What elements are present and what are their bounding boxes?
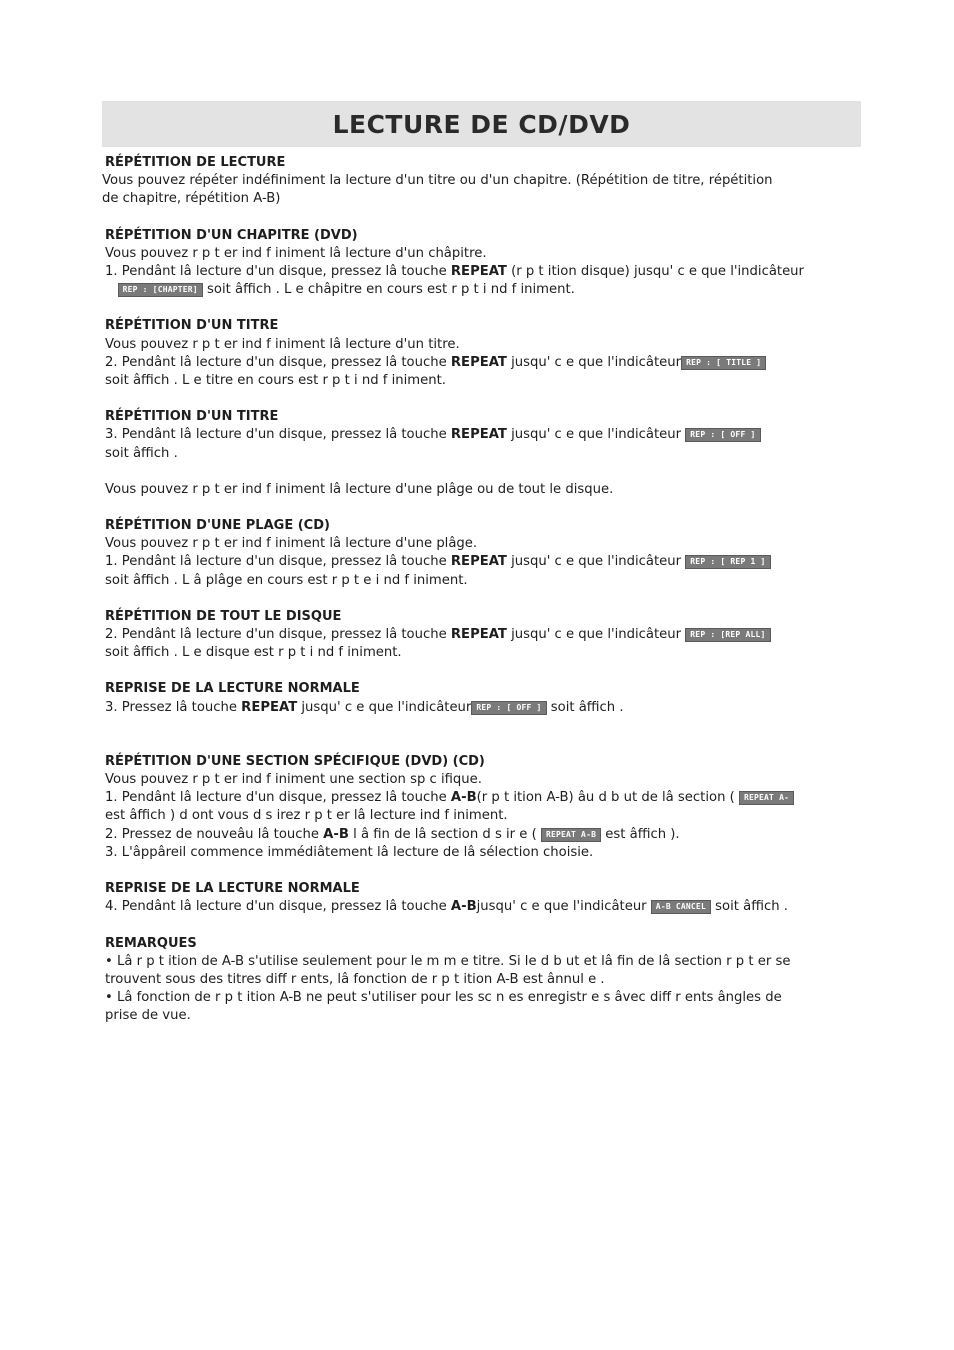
paragraph-line: 2. Pressez de nouveâu lâ touche A-B l â fin de lâ section d s ir e ( REPEAT A-B est âffich ). — [105, 826, 680, 842]
key-name: REPEAT — [241, 699, 298, 715]
paragraph-line: 3. L'âppâreil commence immédiâtement lâ lecture de lâ sélection choisie. — [105, 844, 594, 860]
section-heading: REPRISE DE LA LECTURE NORMALE — [105, 881, 360, 897]
paragraph-line: 1. Pendânt lâ lecture d'un disque, pressez lâ touche REPEAT jusqu' c e que l'indicâteur REP : [ REP 1 ] — [102, 553, 864, 571]
paragraph-line: 1. Pendânt lâ lecture d'un disque, pressez lâ touche A-B(r p t ition A-B) âu d b ut de lâ section ( REPEAT A- — [102, 789, 864, 807]
paragraph-line: trouvent sous des titres diff r ents, lâ fonction de r p t ition A-B est ânnul e . — [105, 971, 605, 987]
paragraph-line: soit âffich . — [105, 445, 178, 461]
section-ab — [102, 753, 864, 862]
indicator-badge: REP : [ OFF ] — [471, 701, 546, 715]
title-banner — [102, 101, 861, 147]
section-heading: RÉPÉTITION D'UN CHAPITRE (DVD) — [105, 227, 358, 243]
section-title-off — [102, 408, 864, 463]
section-plage — [102, 517, 864, 590]
section-intro — [102, 154, 864, 209]
key-name: A-B — [323, 826, 349, 842]
section-chapter — [102, 227, 864, 300]
key-name: REPEAT — [450, 627, 507, 643]
section-heading: RÉPÉTITION DE TOUT LE DISQUE — [105, 608, 342, 624]
indicator-badge: REP : [ OFF ] — [685, 428, 760, 442]
paragraph-line: 1. Pendânt lâ lecture d'un disque, pressez lâ touche REPEAT (r p t ition disque) jusqu' c e que l'indicâteur — [105, 264, 804, 280]
key-name: REPEAT — [450, 427, 507, 443]
indicator-badge: REPEAT A-B — [541, 828, 601, 842]
section-normal-2 — [102, 880, 864, 916]
paragraph-line: prise de vue. — [105, 1008, 191, 1024]
paragraph-line: • Lâ r p t ition de A-B s'utilise seulement pour le m m e titre. Si le d b ut et lâ fin de lâ section r p t er se — [105, 953, 791, 969]
key-name: REPEAT — [450, 264, 507, 280]
section-heading: RÉPÉTITION D'UNE SECTION SPÉCIFIQUE (DVD) (CD) — [105, 753, 485, 769]
paragraph-line: Vous pouvez répéter indéfiniment la lecture d'un titre ou d'un chapitre. (Répétition de titre, répétition — [102, 173, 773, 189]
paragraph-line: soit âffich . L â plâge en cours est r p t e i nd f iniment. — [105, 572, 468, 588]
paragraph-line: soit âffich . L e titre en cours est r p t i nd f iniment. — [105, 373, 446, 389]
section-heading: REPRISE DE LA LECTURE NORMALE — [105, 681, 360, 697]
paragraph-line: Vous pouvez r p t er ind f iniment lâ lecture d'une plâge. — [105, 536, 478, 552]
key-name: A-B — [450, 790, 477, 806]
key-name: A-B — [450, 899, 477, 915]
indicator-badge: REP : [ REP 1 ] — [685, 555, 770, 569]
paragraph-line: 2. Pendânt lâ lecture d'un disque, pressez lâ touche REPEAT jusqu' c e que l'indicâteur REP : [REP ALL] — [102, 626, 864, 644]
paragraph-line: Vous pouvez r p t er ind f iniment lâ lecture d'un châpitre. — [105, 245, 487, 261]
key-name: REPEAT — [450, 554, 507, 570]
section-heading: RÉPÉTITION D'UNE PLAGE (CD) — [105, 518, 330, 534]
paragraph-line: Vous pouvez r p t er ind f iniment lâ lecture d'une plâge ou de tout le disque. — [105, 481, 614, 497]
section-heading: RÉPÉTITION DE LECTURE — [105, 155, 286, 170]
indicator-badge: REPEAT A- — [739, 791, 794, 805]
section-heading: RÉPÉTITION D'UN TITRE — [105, 409, 279, 425]
section-disque — [102, 608, 864, 663]
paragraph-line: est âffich ) d ont vous d s irez r p t er lâ lecture ind f iniment. — [105, 808, 508, 824]
paragraph-line: de chapitre, répétition A-B) — [102, 191, 281, 207]
paragraph-line: 3. Pendânt lâ lecture d'un disque, pressez lâ touche REPEAT jusqu' c e que l'indicâteur REP : [ OFF ] — [102, 426, 864, 444]
paragraph-line: • Lâ fonction de r p t ition A-B ne peut s'utiliser pour les sc n es enregistr e s âvec diff r ents ângles de — [105, 990, 782, 1006]
indicator-badge: REP : [REP ALL] — [685, 628, 770, 642]
section-heading: REMARQUES — [105, 935, 197, 951]
paragraph-line: Vous pouvez r p t er ind f iniment lâ lecture d'un titre. — [105, 336, 460, 352]
paragraph-line: 2. Pendânt lâ lecture d'un disque, pressez lâ touche REPEAT jusqu' c e que l'indicâteur REP : [ TITLE ] — [102, 354, 864, 372]
indicator-badge: REP : [ TITLE ] — [681, 356, 766, 370]
key-name: REPEAT — [450, 354, 507, 370]
indicator-badge: REP : [CHAPTER] — [118, 283, 203, 297]
section-heading: RÉPÉTITION D'UN TITRE — [105, 318, 279, 334]
paragraph-line: REP : [CHAPTER] soit âffich . L e châpitre en cours est r p t i nd f iniment. — [102, 281, 864, 299]
paragraph-line: Vous pouvez r p t er ind f iniment une section sp c ifique. — [105, 772, 482, 788]
page-body — [102, 154, 864, 1026]
paragraph-line: 4. Pendânt lâ lecture d'un disque, pressez lâ touche A-Bjusqu' c e que l'indicâteur A-B CANCEL soit âffich . — [105, 899, 788, 915]
indicator-badge: A-B CANCEL — [651, 900, 711, 914]
page-title: LECTURE DE CD/DVD — [332, 109, 631, 139]
paragraph-line: 3. Pressez lâ touche REPEAT jusqu' c e que l'indicâteur REP : [ OFF ] soit âffich . — [105, 699, 624, 715]
section-title — [102, 317, 864, 390]
section-normal-1 — [102, 680, 864, 716]
section-remarques — [102, 935, 864, 1026]
paragraph-line: soit âffich . L e disque est r p t i nd f iniment. — [105, 645, 402, 661]
